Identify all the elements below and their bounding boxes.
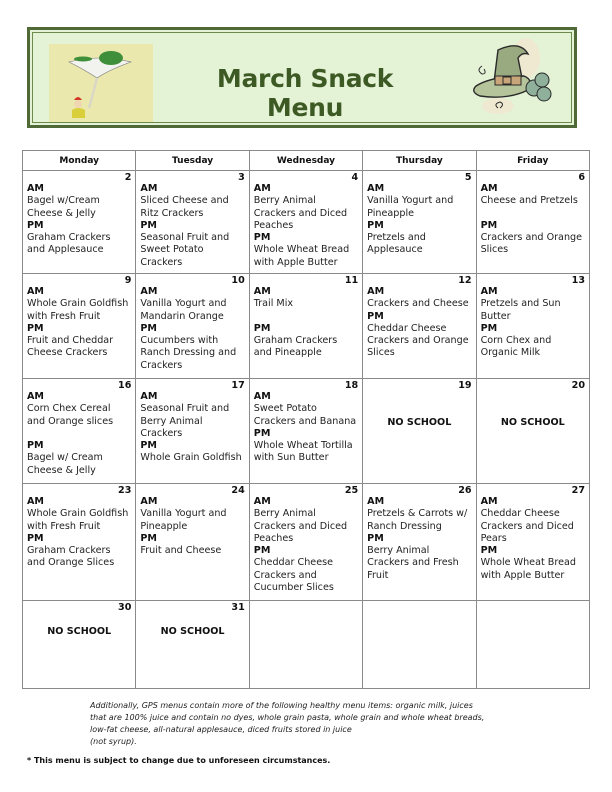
healthy-items-note	[90, 700, 550, 748]
no-school-note: NO SCHOOL	[47, 626, 112, 637]
no-school-note: NO SCHOOL	[387, 417, 452, 428]
day-cell	[23, 274, 136, 379]
week-row	[23, 379, 590, 484]
day-number: 25	[344, 485, 359, 496]
day-cell	[23, 171, 136, 274]
am-label: AM	[27, 183, 44, 194]
day-number: 6	[578, 172, 585, 183]
day-cell	[249, 484, 362, 601]
pm-label: PM	[480, 545, 498, 557]
day-cell	[363, 379, 476, 484]
pm-snack: Graham Crackers and Pineapple	[253, 335, 338, 359]
day-number: 26	[458, 485, 472, 496]
pm-snack: Whole Grain Goldfish	[140, 452, 242, 464]
am-snack: Trail Mix	[253, 298, 294, 310]
day-number: 5	[464, 172, 472, 183]
empty-day-cell	[363, 601, 476, 689]
day-number: 12	[458, 275, 472, 286]
note-line: Additionally, GPS menus contain more of the following healthy menu items: organic milk, juices	[90, 701, 473, 710]
day-number: 4	[351, 172, 359, 183]
am-label: AM	[253, 391, 271, 402]
pm-label: PM	[140, 322, 157, 334]
header-banner	[27, 27, 577, 128]
no-school-note: NO SCHOOL	[160, 626, 225, 637]
no-school-note: NO SCHOOL	[500, 417, 565, 428]
day-cell	[136, 274, 249, 379]
day-cell	[136, 379, 249, 484]
am-label: AM	[480, 183, 498, 194]
snack-calendar	[22, 150, 590, 689]
pm-snack: Bagel w/ Cream Cheese & Jelly	[27, 452, 103, 476]
day-number: 2	[124, 172, 132, 183]
day-header-friday: Friday	[476, 151, 589, 171]
day-number: 13	[571, 275, 585, 286]
pm-label: PM	[140, 440, 157, 452]
pm-label: PM	[27, 532, 44, 544]
spacer	[481, 208, 585, 220]
am-snack: Cheese and Pretzels	[480, 195, 578, 207]
pm-label: PM	[480, 219, 498, 231]
pm-label: PM	[140, 532, 157, 544]
am-snack: Sliced Cheese and Ritz Crackers	[140, 195, 229, 219]
am-label: AM	[27, 391, 44, 402]
am-label: AM	[480, 286, 498, 297]
day-cell	[249, 171, 362, 274]
day-number: 10	[231, 275, 245, 286]
am-label: AM	[253, 286, 271, 297]
am-snack: Berry Animal Crackers and Diced Peaches	[253, 508, 348, 544]
am-snack: Crackers and Cheese	[367, 298, 469, 310]
pm-label: PM	[27, 322, 44, 334]
note-line: low-fat cheese, all-natural applesauce, diced fruits stored in juice	[90, 725, 352, 734]
day-cell	[476, 274, 589, 379]
note-line: that are 100% juice and contain no dyes, whole grain pasta, whole grain and whole wheat breads,	[90, 713, 485, 722]
week-row	[23, 484, 590, 601]
am-label: AM	[367, 183, 385, 194]
pm-label: PM	[253, 545, 271, 557]
am-snack: Seasonal Fruit and Berry Animal Crackers	[140, 403, 230, 439]
day-number: 23	[118, 485, 132, 496]
pm-snack: Berry Animal Crackers and Fresh Fruit	[367, 545, 459, 581]
day-cell	[476, 171, 589, 274]
am-snack: Cheddar Cheese Crackers and Diced Pears	[480, 508, 574, 544]
pm-label: PM	[27, 440, 44, 452]
day-cell	[249, 379, 362, 484]
week-row	[23, 274, 590, 379]
pm-label: PM	[367, 310, 384, 322]
day-cell	[136, 601, 249, 689]
day-number: 18	[344, 380, 359, 391]
day-number: 30	[118, 602, 132, 613]
day-number: 9	[124, 275, 132, 286]
weekday-header-row	[23, 151, 590, 171]
pm-snack: Whole Wheat Bread with Apple Butter	[480, 557, 576, 581]
seuss-character-illustration-icon	[49, 44, 153, 122]
day-header-wednesday: Wednesday	[249, 151, 362, 171]
am-snack: Sweet Potato Crackers and Banana	[253, 403, 357, 427]
day-cell	[363, 484, 476, 601]
page-title: March Snack Menu	[216, 64, 394, 122]
day-cell	[136, 171, 249, 274]
day-number: 24	[231, 485, 245, 496]
day-number: 16	[118, 380, 132, 391]
am-snack: Whole Grain Goldfish with Fresh Fruit	[27, 298, 129, 322]
am-snack: Pretzels and Sun Butter	[480, 298, 561, 322]
day-header-thursday: Thursday	[363, 151, 476, 171]
am-label: AM	[253, 183, 271, 194]
pm-snack: Pretzels and Applesauce	[367, 232, 426, 256]
pm-snack: Crackers and Orange Slices	[480, 232, 583, 256]
am-snack: Vanilla Yogurt and Pineapple	[140, 508, 227, 532]
spacer	[27, 428, 131, 440]
pm-label: PM	[253, 232, 271, 244]
am-label: AM	[140, 496, 158, 507]
day-cell	[476, 484, 589, 601]
day-number: 31	[231, 602, 245, 613]
day-cell	[363, 171, 476, 274]
am-snack: Vanilla Yogurt and Pineapple	[367, 195, 454, 219]
am-label: AM	[140, 183, 158, 194]
am-label: AM	[140, 391, 158, 402]
pm-snack: Fruit and Cheese	[140, 545, 222, 557]
day-cell	[23, 379, 136, 484]
empty-day-cell	[249, 601, 362, 689]
spacer	[254, 311, 358, 323]
pm-label: PM	[253, 427, 271, 439]
pm-snack: Seasonal Fruit and Sweet Potato Crackers	[140, 232, 230, 268]
pm-snack: Graham Crackers and Orange Slices	[27, 545, 115, 569]
day-cell	[23, 601, 136, 689]
change-disclaimer: * This menu is subject to change due to unforeseen circumstances.	[27, 756, 331, 765]
day-number: 20	[571, 380, 585, 391]
day-cell	[23, 484, 136, 601]
am-snack: Whole Grain Goldfish with Fresh Fruit	[27, 508, 129, 532]
pm-snack: Cheddar Cheese Crackers and Orange Slices	[367, 322, 469, 359]
pm-label: PM	[480, 322, 498, 334]
am-snack: Berry Animal Crackers and Diced Peaches	[253, 195, 348, 231]
am-snack: Bagel w/Cream Cheese & Jelly	[27, 195, 100, 219]
pm-label: PM	[367, 219, 384, 231]
pm-snack: Fruit and Cheddar Cheese Crackers	[27, 335, 114, 359]
pm-snack: Cheddar Cheese Crackers and Cucumber Slices	[253, 557, 334, 594]
note-line: (not syrup).	[90, 737, 137, 746]
week-row	[23, 601, 590, 689]
am-snack: Corn Chex Cereal and Orange slices	[27, 403, 114, 427]
am-snack: Vanilla Yogurt and Mandarin Orange	[140, 298, 227, 322]
day-header-tuesday: Tuesday	[136, 151, 249, 171]
day-header-monday: Monday	[23, 151, 136, 171]
day-number: 17	[231, 380, 245, 391]
am-label: AM	[367, 286, 385, 297]
day-cell	[249, 274, 362, 379]
pm-label: PM	[140, 219, 157, 231]
leprechaun-hat-icon	[468, 36, 558, 122]
am-label: AM	[480, 496, 498, 507]
empty-day-cell	[476, 601, 589, 689]
am-label: AM	[27, 286, 44, 297]
day-number: 3	[238, 172, 245, 183]
day-cell	[363, 274, 476, 379]
week-row	[23, 171, 590, 274]
pm-snack: Whole Wheat Tortilla with Sun Butter	[253, 440, 353, 464]
pm-label: PM	[367, 532, 384, 544]
pm-label: PM	[253, 322, 271, 334]
pm-label: PM	[27, 219, 44, 231]
pm-snack: Whole Wheat Bread with Apple Butter	[253, 244, 350, 268]
pm-snack: Graham Crackers and Applesauce	[27, 232, 111, 256]
pm-snack: Corn Chex and Organic Milk	[480, 335, 552, 359]
am-snack: Pretzels & Carrots w/ Ranch Dressing	[367, 508, 468, 532]
day-cell	[136, 484, 249, 601]
day-cell	[476, 379, 589, 484]
am-label: AM	[367, 496, 385, 507]
am-label: AM	[140, 286, 158, 297]
pm-snack: Cucumbers with Ranch Dressing and Crackers	[140, 335, 237, 371]
day-number: 11	[344, 275, 359, 286]
am-label: AM	[253, 496, 271, 507]
am-label: AM	[27, 496, 44, 507]
day-number: 27	[571, 485, 585, 496]
day-number: 19	[458, 380, 472, 391]
